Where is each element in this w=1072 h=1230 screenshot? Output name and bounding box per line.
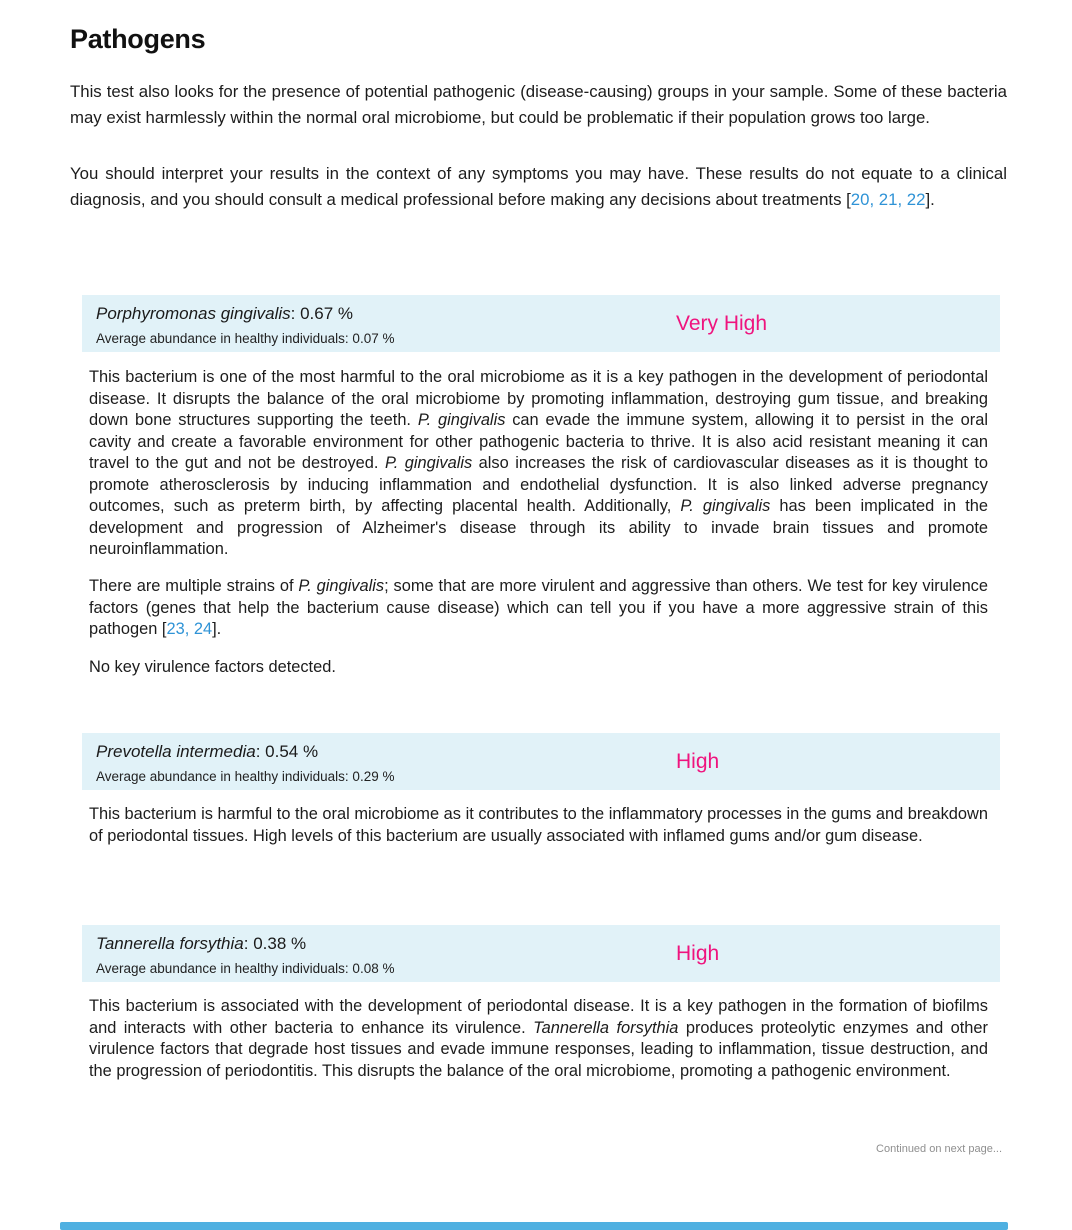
text-segment: ]. xyxy=(212,620,222,638)
text-segment: P. gingivalis xyxy=(298,577,385,595)
healthy-average-abundance: Average abundance in healthy individuals: 0.29 % xyxy=(96,769,395,784)
continued-note: Continued on next page... xyxy=(876,1143,1002,1155)
pathogen-summary-box-porphyromonas-gingivalis xyxy=(82,295,1000,352)
healthy-average-abundance: Average abundance in healthy individuals: 0.08 % xyxy=(96,961,395,976)
pathogen-abundance-value: : 0.54 % xyxy=(255,742,319,761)
pathogen-abundance-value: : 0.38 % xyxy=(243,934,307,953)
text-segment: produces proteolytic enzymes and other virulence factors that degrade host tissues and evade immune responses, leading to inflammation, tissue destruction, and the progression of periodontitis. This disrupts the balance of the oral microbiome, promoting a pathogenic environment. xyxy=(89,1018,988,1080)
pathogen-abundance-value: : 0.67 % xyxy=(290,304,354,323)
text-segment: P. gingivalis xyxy=(680,497,771,515)
pathogen-strains-paragraph xyxy=(89,576,988,641)
text-segment: can evade the immune system, allowing it to persist in the oral cavity and create a favorable environment for other pathogenic bacteria to thrive. It is also acid resistant meaning it can travel to the gut and not be destroyed. xyxy=(89,411,989,472)
status-badge: Very High xyxy=(676,311,768,335)
text-segment: ; some that are more virulent and aggressive than others. We test for key virulence factors (genes that help the bacterium cause disease) which can tell you if you have a more aggressive strain of this pathogen [ xyxy=(89,577,988,638)
pathogen-summary-box-prevotella-intermedia xyxy=(82,733,1000,790)
pathogen-summary-box-tannerella-forsythia xyxy=(82,925,1000,982)
text-segment: has been implicated in the development and progression of Alzheimer's disease through its ability to invade brain tissues and promote neuroinflammation. xyxy=(89,497,988,558)
pathogen-name: Prevotella intermedia xyxy=(96,742,256,761)
text-segment: P. gingivalis xyxy=(384,454,473,472)
text-segment: You should interpret your results in the context of any symptoms you may have. These results do not equate to a clinical diagnosis, and you should consult a medical professional before making any decisions about treatments [ xyxy=(70,164,1007,209)
text-segment: This bacterium is harmful to the oral microbiome as it contributes to the inflammatory processes in the gums and breakdown of periodontal tissues. High levels of this bacterium are usually associated with inflamed gums and/or gum disease. xyxy=(89,805,988,845)
intro-paragraph-2 xyxy=(70,161,1007,212)
pathogen-description xyxy=(89,804,988,847)
citation-link[interactable]: 23, 24 xyxy=(166,620,213,638)
text-segment: This bacterium is one of the most harmful to the oral microbiome as it is a key pathogen in the development of periodontal disease. It disrupts the balance of the oral microbiome by promoting inflammation, destroying gum tissue, and breaking down bone structures supporting the teeth. xyxy=(89,368,988,429)
pathogen-description xyxy=(89,996,988,1082)
status-badge: High xyxy=(676,941,720,965)
virulence-result-text xyxy=(89,657,988,679)
text-segment: P. gingivalis xyxy=(417,411,506,429)
text-segment: This test also looks for the presence of potential pathogenic (disease-causing) groups in your sample. Some of these bacteria may exist harmlessly within the normal oral microbiome, but could be problematic if their population grows too large. xyxy=(70,82,1007,127)
pathogen-description xyxy=(89,367,988,561)
citation-link[interactable]: 20, 21, 22 xyxy=(850,189,926,209)
pathogen-name-and-abundance xyxy=(96,740,986,763)
healthy-average-abundance: Average abundance in healthy individuals: 0.07 % xyxy=(96,331,395,346)
text-segment: also increases the risk of cardiovascular diseases as it is thought to promote atherosclerosis by inducing inflammation and endothelial dysfunction. It is also linked adverse pregnancy outcomes, such as preterm birth, by affecting placental health. Additionally, xyxy=(89,454,988,515)
page-title: Pathogens xyxy=(70,24,206,54)
text-segment: ]. xyxy=(925,189,935,209)
text-segment: There are multiple strains of xyxy=(89,577,299,595)
intro-paragraph-1 xyxy=(70,79,1007,130)
status-badge: High xyxy=(676,749,720,773)
pathogen-name: Porphyromonas gingivalis xyxy=(96,304,291,323)
text-segment: Tannerella forsythia xyxy=(533,1018,679,1037)
pathogen-name: Tannerella forsythia xyxy=(96,934,244,953)
page-bottom-accent-bar xyxy=(60,1222,1008,1230)
pathogen-name-and-abundance xyxy=(96,932,986,955)
text-segment: This bacterium is associated with the development of periodontal disease. It is a key pathogen in the formation of biofilms and interacts with other bacteria to enhance its virulence. xyxy=(89,997,988,1037)
pathogen-name-and-abundance xyxy=(96,302,986,325)
text-segment: No key virulence factors detected. xyxy=(89,658,336,676)
